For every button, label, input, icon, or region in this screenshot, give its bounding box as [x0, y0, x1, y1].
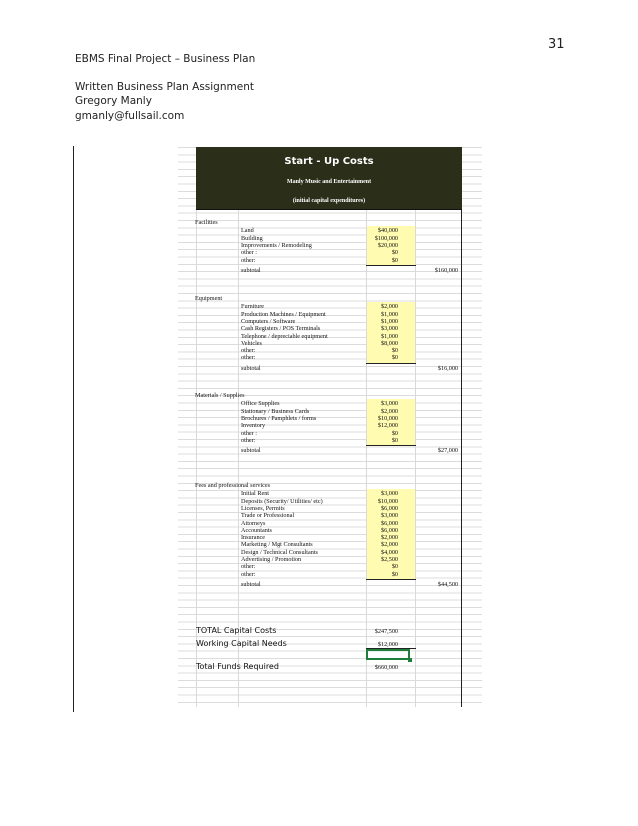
subtotal-label: subtotal [241, 364, 261, 372]
total-funds-required-label: Total Funds Required [196, 662, 279, 671]
line-item-value: $0 [391, 256, 398, 264]
line-item-label: other: [241, 563, 256, 571]
line-item-label: Licenses, Permits [241, 504, 285, 512]
line-item-value: $1,000 [380, 310, 398, 318]
section-subtotal: $16,000 [437, 364, 458, 372]
subtotal-label: subtotal [241, 447, 261, 455]
section-subtotal: $44,500 [437, 580, 458, 588]
line-item-label: Inventory [241, 422, 266, 430]
line-item-label: Improvements / Remodeling [241, 241, 312, 249]
fill-handle[interactable] [408, 658, 412, 662]
line-item-label: other: [241, 256, 256, 264]
line-item-value: $10,000 [377, 497, 398, 505]
line-item-value: $0 [391, 354, 398, 362]
line-item-value: $0 [391, 436, 398, 444]
document-header [75, 52, 255, 123]
line-item-value: $8,000 [380, 339, 398, 347]
line-item-label: other: [241, 347, 256, 355]
line-item-value: $1,000 [380, 317, 398, 325]
page-number: 31 [548, 37, 565, 52]
grid-column-line [196, 147, 197, 707]
total-funds-required-value: $660,000 [374, 664, 398, 671]
line-item-label: Furniture [241, 303, 265, 311]
line-item-label: other: [241, 570, 256, 578]
company-name: Manly Music and Entertainment [286, 179, 372, 185]
section-heading: Materials / Supplies [195, 392, 245, 399]
section-subtotal: $160,000 [434, 266, 458, 274]
line-item-label: Attorneys [241, 519, 266, 527]
line-item-value: $2,000 [380, 541, 398, 549]
line-item-value: $0 [391, 249, 398, 257]
line-item-label: Computers / Software [241, 317, 296, 325]
sheet-subtitle: (initial capital expenditures) [292, 198, 366, 204]
line-item-value: $3,000 [380, 490, 398, 498]
line-item-label: Design / Technical Consultants [241, 548, 318, 556]
line-item-value: $6,000 [380, 526, 398, 534]
line-item-value: $0 [391, 347, 398, 355]
line-item-label: Initial Rent [241, 490, 270, 498]
line-item-label: Building [241, 234, 263, 242]
author-email: gmanly@fullsail.com [75, 109, 185, 122]
line-item-label: other: [241, 436, 256, 444]
line-item-label: other : [241, 249, 257, 257]
subtotal-rule [366, 265, 416, 266]
line-item-value: $40,000 [377, 227, 398, 235]
author-name: Gregory Manly [75, 95, 152, 107]
line-item-value: $2,500 [380, 556, 398, 563]
subtotal-rule [366, 445, 416, 446]
line-item-value: $3,000 [380, 512, 398, 520]
line-item-label: Accountants [241, 526, 272, 534]
line-item-value: $20,000 [377, 241, 398, 249]
left-margin-rule [73, 146, 74, 712]
line-item-value: $100,000 [374, 234, 398, 242]
selected-cell[interactable] [366, 649, 410, 660]
startup-costs-spreadsheet [178, 147, 482, 707]
line-item-label: Advertising / Promotion [241, 556, 302, 563]
line-item-label: Marketing / Mgt Consultants [241, 541, 313, 549]
line-item-label: Insurance [241, 534, 266, 542]
line-item-value: $2,000 [380, 303, 398, 311]
line-item-label: other: [241, 354, 256, 362]
line-item-value: $4,000 [380, 548, 398, 556]
line-item-label: Vehicles [241, 339, 262, 347]
line-item-value: $6,000 [380, 519, 398, 527]
sheet-title: Start - Up Costs [284, 156, 374, 167]
line-item-value: $2,000 [380, 534, 398, 542]
line-item-label: Production Machines / Equipment [241, 310, 326, 318]
line-item-value: $10,000 [377, 414, 398, 422]
line-item-value: $6,000 [380, 504, 398, 512]
assignment-title: Written Business Plan Assignment [75, 80, 254, 93]
total-capital-costs-value: $247,500 [374, 628, 398, 635]
line-item-label: Office Supplies [241, 400, 280, 408]
working-capital-value: $12,000 [377, 641, 398, 648]
subtotal-rule [366, 363, 416, 364]
line-item-value: $0 [391, 563, 398, 571]
line-item-value: $3,000 [380, 400, 398, 408]
line-item-label: Deposits (Security/ Utilities/ etc) [241, 497, 323, 505]
section-subtotal: $27,000 [437, 447, 458, 455]
line-item-label: Land [241, 227, 254, 235]
grid-column-line [415, 147, 416, 707]
working-capital-label: Working Capital Needs [196, 639, 287, 648]
line-item-value: $1,000 [380, 332, 398, 340]
line-item-label: Trade or Professional [241, 512, 295, 520]
line-item-value: $0 [391, 429, 398, 437]
line-item-label: other : [241, 429, 257, 437]
line-item-value: $2,000 [380, 407, 398, 415]
line-item-label: Stationary / Business Cards [241, 407, 310, 415]
grid-column-line [238, 147, 239, 707]
line-item-value: $0 [391, 570, 398, 578]
subtotal-label: subtotal [241, 580, 261, 588]
subtotal-rule [366, 579, 416, 580]
project-title: EBMS Final Project – Business Plan [75, 53, 256, 65]
line-item-value: $3,000 [380, 325, 398, 333]
section-heading: Facilities [195, 219, 218, 226]
sheet-banner [196, 147, 462, 210]
line-item-label: Telephone / depreciable equipment [241, 332, 328, 340]
total-capital-costs-label: TOTAL Capital Costs [196, 626, 277, 635]
sheet-border-line [461, 147, 462, 707]
line-item-value: $12,000 [377, 422, 398, 430]
line-item-label: Brochures / Pamphlets / forms [241, 414, 317, 422]
section-heading: Fees and professional services [195, 482, 271, 489]
subtotal-label: subtotal [241, 266, 261, 274]
line-item-label: Cash Registers / POS Terminals [241, 325, 321, 333]
section-heading: Equipment [195, 295, 223, 302]
